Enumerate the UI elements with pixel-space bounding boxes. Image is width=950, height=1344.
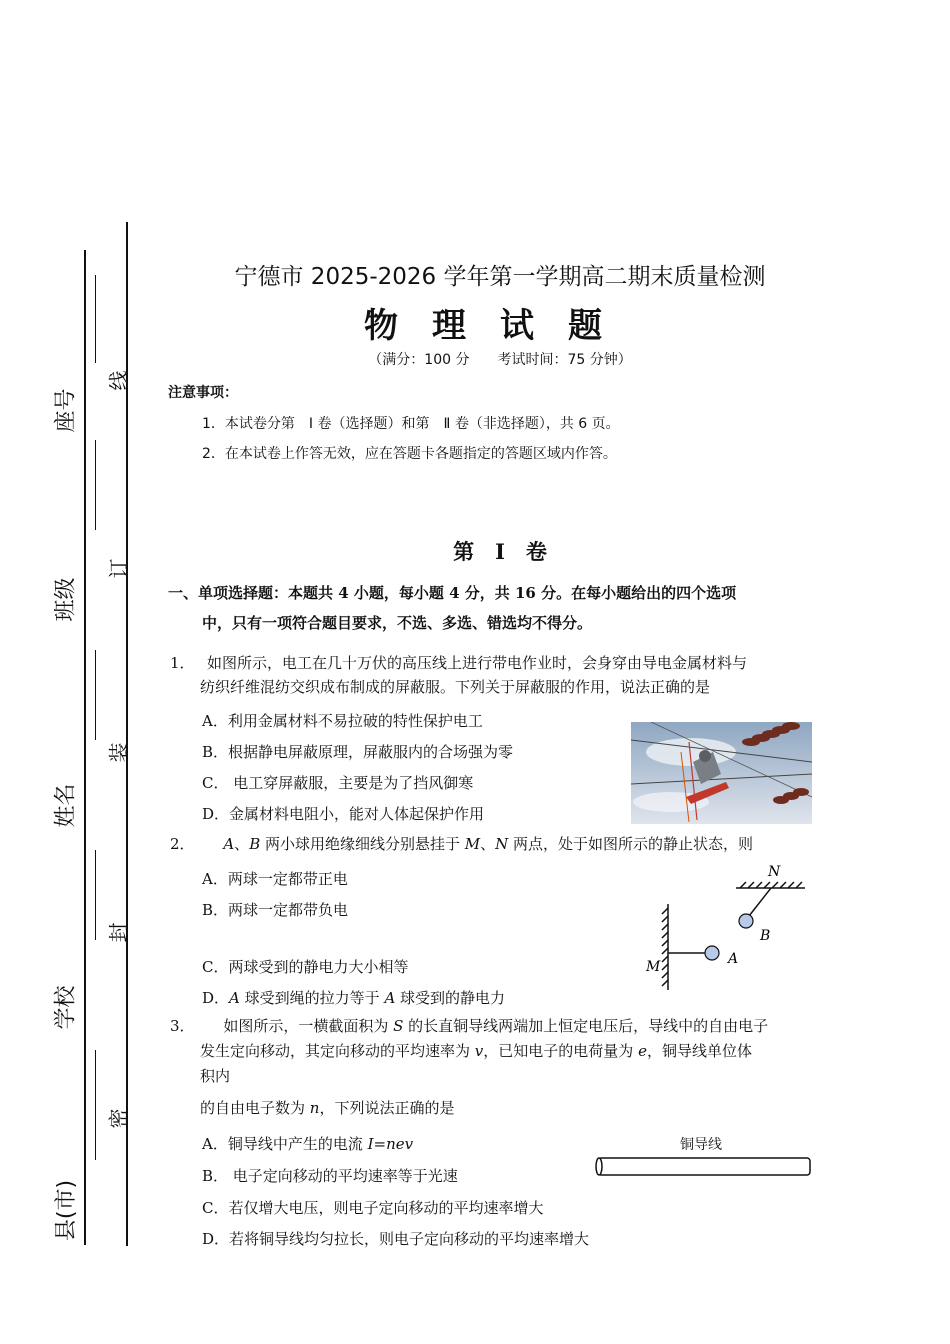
mark-secret: 密 [106,1108,131,1129]
county-blank[interactable] [95,1050,96,1160]
q2-stem-a: A [223,835,235,853]
binding-line-outer [84,250,86,1245]
q1-option-d[interactable]: D．金属材料电阻小，能对人体起保护作用 [202,805,485,823]
q3-stem-1a: 如图所示，一横截面积为 [223,1017,389,1035]
label-m: M [646,959,661,975]
copper-wire-label: 铜导线 [680,1137,722,1153]
q3-stem-4a: 的自由电子数为 [200,1099,306,1117]
mark-install: 装 [106,742,131,763]
q3-stem-4b: ，下列说法正确的是 [319,1099,455,1117]
section-line-2: 中，只有一项符合题目要求，不选、多选、错选均不得分。 [202,614,593,632]
label-a: A [728,951,739,967]
copper-wire-figure [594,1155,814,1179]
q2-number: 2． [170,835,195,853]
q3-stem-line-3: 积内 [200,1067,231,1085]
exam-title: 宁德市 2025-2026 学年第一学期高二期末质量检测 [234,264,766,290]
county-label: 县(市) [54,1179,80,1242]
q2-stem-b: B [249,835,261,853]
volume-title: 第 Ⅰ 卷 [453,539,547,564]
seat-number-label: 座号 [53,388,79,433]
q3-stem-2a: 发生定向移动，其定向移动的平均速率为 [200,1042,471,1060]
q2-option-d-mid: 球受到绳的拉力等于 [239,989,380,1007]
subject-title: 物理试题 [364,306,636,346]
class-blank[interactable] [95,440,96,530]
mark-order: 订 [106,558,131,579]
q2-option-d[interactable] [202,987,505,1008]
mark-line: 线 [106,370,131,391]
q2-stem-n: N [495,835,509,853]
q2-stem-sep1: 、 [234,835,250,853]
mark-seal: 封 [106,922,131,943]
name-label: 姓名 [53,783,79,828]
q3-option-b[interactable]: B． 电子定向移动的平均速率等于光速 [202,1167,458,1185]
q3-stem-1b: 的长直铜导线两端加上恒定电压后，导线中的自由电子 [403,1017,769,1035]
wall-support [662,904,668,990]
school-blank[interactable] [95,850,96,940]
q2-option-d-a2: A [384,989,396,1007]
q1-stem-line-2: 纺织纤维混纺交织成布制成的屏蔽服。下列关于屏蔽服的作用，说法正确的是 [200,678,711,696]
class-label: 班级 [53,577,79,622]
q3-stem-s: S [393,1017,404,1035]
q2-option-d-end: 球受到的静电力 [395,989,506,1007]
school-label: 学校 [53,985,79,1030]
name-blank[interactable] [95,650,96,740]
q3-stem-e: e [638,1042,647,1060]
q2-stem-end: 两点，处于如图所示的静止状态，则 [508,835,754,853]
q3-option-a-formula: I=nev [367,1135,414,1153]
q2-option-a[interactable]: A．两球一定都带正电 [202,870,348,888]
q3-stem-line-4 [200,1095,454,1121]
thread-b [749,888,771,916]
lineman-photo [631,722,812,824]
q3-option-d[interactable]: D．若将铜导线均匀拉长，则电子定向移动的平均速率增大 [202,1230,590,1248]
label-n: N [768,864,781,880]
q1-stem-line-1: 如图所示，电工在几十万伏的高压线上进行带电作业时，会身穿由导电金属材料与 [207,654,748,672]
q2-stem [170,831,753,857]
q3-option-a-text: A．铜导线中产生的电流 [202,1135,363,1153]
q2-option-c[interactable]: C．两球受到的静电力大小相等 [202,958,409,976]
section-instructions [168,578,808,638]
q3-stem-n: n [309,1099,320,1117]
q3-stem-line-2 [200,1038,752,1064]
ceiling-support [736,882,805,888]
q3-option-c[interactable]: C．若仅增大电压，则电子定向移动的平均速率增大 [202,1199,544,1217]
q2-stem-mid: 两小球用绝缘细线分别悬挂于 [260,835,460,853]
ball-b [739,914,753,928]
notice-item-2: 2．在本试卷上作答无效，应在答题卡各题指定的答题区域内作答。 [202,446,617,462]
notice-item-1: 1．本试卷分第 Ⅰ 卷（选择题）和第 Ⅱ 卷（非选择题），共 6 页。 [202,416,620,432]
q3-stem-line-1 [170,1013,768,1039]
q3-stem-2c: ，铜导线单位体 [646,1042,752,1060]
q3-stem-v: v [474,1042,484,1060]
notice-heading: 注意事项： [168,385,238,401]
q3-option-a[interactable] [202,1133,413,1154]
section-line-1: 一、单项选择题：本题共 4 小题，每小题 4 分，共 16 分。在每小题给出的四个选项 [168,584,737,602]
q2-option-d-prefix: D． [202,989,230,1007]
q1-option-c[interactable]: C． 电工穿屏蔽服，主要是为了挡风御寒 [202,774,474,792]
q2-option-d-a1: A [229,989,240,1007]
q1-option-a[interactable]: A．利用金属材料不易拉破的特性保护电工 [202,712,483,730]
label-b: B [760,928,771,944]
q2-option-b[interactable]: B．两球一定都带负电 [202,901,349,919]
q3-number: 3． [170,1017,195,1035]
exam-info: （满分：100 分 考试时间：75 分钟） [368,352,632,368]
q2-stem-m: M [464,835,481,853]
q1-number: 1． [170,654,195,672]
q2-stem-sep2: 、 [480,835,496,853]
q1-option-b[interactable]: B．根据静电屏蔽原理，屏蔽服内的合场强为零 [202,743,514,761]
ball-a [705,946,719,960]
q3-stem-2b: ，已知电子的电荷量为 [483,1042,634,1060]
q2-figure [640,860,815,995]
